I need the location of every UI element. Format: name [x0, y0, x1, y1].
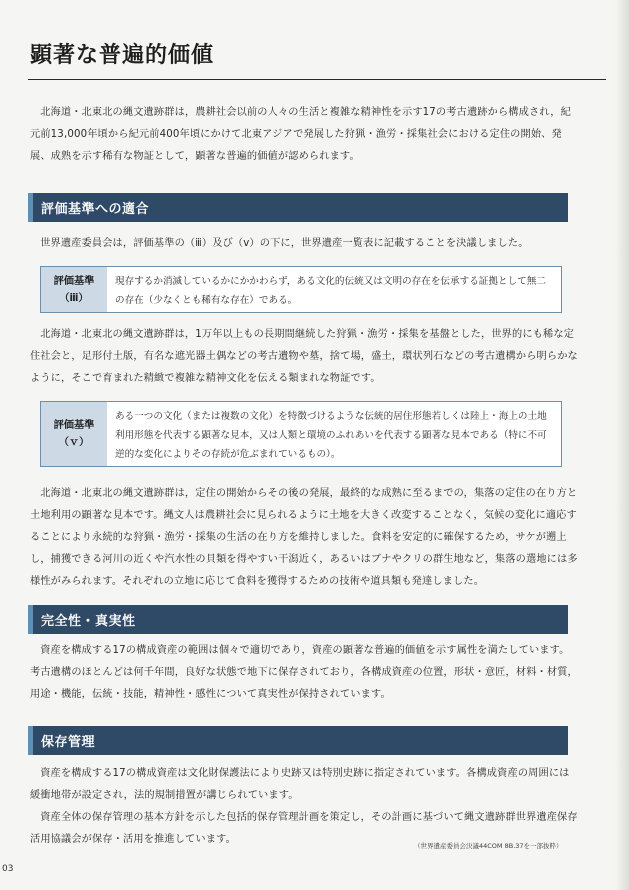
section-title: 評価基準への適合	[41, 202, 150, 217]
criteria-tag-number: （ｖ）	[58, 437, 90, 448]
section-accent	[28, 193, 33, 222]
section-title: 完全性・真実性	[41, 614, 136, 629]
section-accent	[28, 605, 33, 634]
criteria-lead-paragraph: 世界遺産委員会は，評価基準の（ⅲ）及び（ⅴ）の下に，世界遺産一覧表に記載することを決議しました。	[40, 238, 529, 249]
criteria-tag-label: 評価基準	[53, 275, 95, 287]
criteria-box-iii	[40, 266, 562, 313]
criteria-tag-number: （ⅲ）	[59, 292, 89, 304]
criteria-box-v	[40, 401, 562, 467]
criteria-tag	[41, 267, 107, 312]
section-header-integrity	[28, 605, 568, 634]
conservation-paragraph-2: 資産全体の保存管理の基本方針を示した包括的保存管理計画を策定し，その計画に基づいて縄文遺跡群世界遺産保存活用協議会が保存・活用を推進しています。	[30, 812, 578, 845]
criteria-tag	[41, 402, 107, 466]
title-divider	[28, 79, 606, 80]
criteria-tag-label: 評価基準	[53, 420, 95, 431]
criteria-text: 現存するか消滅しているかにかかわらず，ある文化的伝統又は文明の存在を伝承する証拠として無二の存在（少なくとも稀有な存在）である。	[115, 276, 546, 306]
criteria-iii-paragraph: 北海道・北東北の縄文遺跡群は，1万年以上もの長期間継続した狩猟・漁労・採集を基盤とした，世界的にも稀な定住社会と，足形付土版，有名な遮光器土偶などの考古遺物や墓，捨て場，盛土，環状列石などの考古遺構から明らかなように，そこで育まれた精緻で複雑な精神文化を伝える類まれな物証です。	[30, 329, 578, 384]
source-note: （世界遺産委員会決議44COM 8B.37を一部抜粋）	[414, 842, 563, 850]
conservation-paragraph-1: 資産を構成する17の構成資産は文化財保護法により史跡又は特別史跡に指定されています。各構成資産の周囲には緩衝地帯が設定され，法的規制措置が講じられています。	[30, 768, 570, 801]
section-title: 保存管理	[41, 735, 96, 750]
integrity-paragraph: 資産を構成する17の構成資産の範囲は個々で適切であり，資産の顕著な普遍的価値を示す属性を満たしています。考古遺構のほとんどは何千年間，良好な状態で地下に保存されており，各構成資産の位置，形状・意匠，材料・材質，用途・機能，伝統・技能，精神性・感性について真実性が保持されています。	[30, 645, 578, 700]
criteria-text: ある一つの文化（または複数の文化）を特徴づけるような伝統的居住形態若しくは陸上・海上の土地利用形態を代表する顕著な見本，又は人類と環境のふれあいを代表する顕著な見本である（特に不可逆的な変化によりその存続が危ぶまれているもの）。	[115, 411, 547, 460]
page-number: 03	[2, 864, 14, 874]
page-title: 顕著な普遍的価値	[30, 43, 215, 68]
section-accent	[28, 726, 33, 755]
section-header-conservation	[28, 726, 568, 755]
section-header-criteria	[28, 193, 568, 222]
criteria-v-paragraph: 北海道・北東北の縄文遺跡群は，定住の開始からその後の発展，最終的な成熟に至るまでの，集落の定住の在り方と土地利用の顕著な見本です。縄文人は農耕社会に見られるように土地を大きく改変することなく，気候の変化に適応することにより永続的な狩猟・漁労・採集の生活の在り方を維持しました。食料を安定的に確保するため，サケが遡上し，捕獲できる河川の近くや汽水性の貝類を得やすい干潟近く，あるいはブナやクリの群生地など，集落の選地には多様性がみられます。それぞれの立地に応じて食料を獲得するための技術や道具類も発達しました。	[30, 488, 578, 587]
intro-paragraph: 北海道・北東北の縄文遺跡群は，農耕社会以前の人々の生活と複雑な精神性を示す17の考古遺跡から構成され，紀元前13,000年頃から紀元前400年頃にかけて北東アジアで発展した狩猟・漁労・採集社会における定住の開始、発展、成熟を示す稀有な物証として，顕著な普遍的価値が認められます。	[30, 107, 571, 162]
page-edge-shadow	[615, 0, 629, 890]
